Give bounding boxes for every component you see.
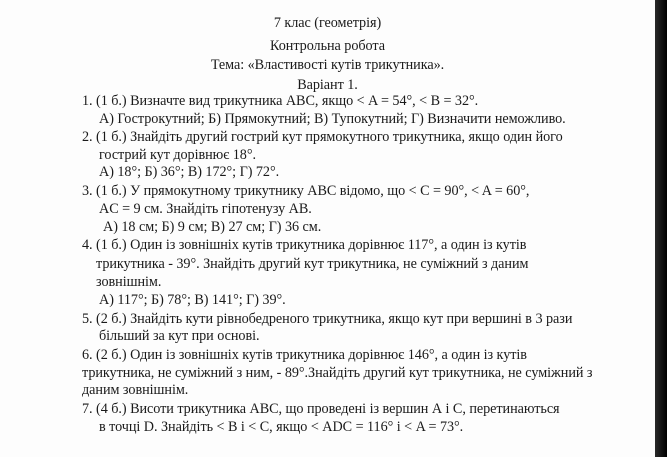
question-3-text: 3. (1 б.) У прямокутному трикутнику АВС відомо, що < C = 90°, < A = 60°,	[82, 183, 530, 199]
question-1-options: А) Гострокутний; Б) Прямокутний; В) Тупокутний; Г) Визначити неможливо.	[99, 111, 566, 127]
question-7-text-cont: в точці D. Знайдіть < B і < C, якщо < ADC = 116° і < A = 73°.	[99, 419, 464, 435]
question-3-text-cont: AC = 9 см. Знайдіть гіпотенузу АВ.	[99, 201, 312, 217]
question-4-text-cont2: зовнішнім.	[96, 274, 162, 290]
class-line: 7 клас (геометрія)	[273, 15, 382, 31]
question-2-text: 2. (1 б.) Знайдіть другий гострий кут прямокутного трикутника, якщо один його	[82, 129, 563, 145]
question-4-options: А) 117°; Б) 78°; В) 141°; Г) 39°.	[99, 292, 286, 308]
question-5-text: 5. (2 б.) Знайдіть кути рівнобедреного трикутника, якщо кут при вершині в 3 рази	[82, 311, 573, 327]
dark-edge	[655, 0, 667, 457]
question-4-text-cont: трикутника - 39°. Знайдіть другий кут трикутника, не суміжний з даним	[96, 256, 529, 272]
question-2-text-cont: гострий кут дорівнює 18°.	[99, 147, 256, 163]
question-6-text-cont2: даним зовнішнім.	[82, 382, 189, 398]
question-4-text: 4. (1 б.) Один із зовнішніх кутів трикутника дорівнює 117°, а один із кутів	[82, 237, 527, 253]
question-7-text: 7. (4 б.) Висоти трикутника АВС, що проведені із вершин А і С, перетинаються	[82, 401, 560, 417]
variant-line: Варіант 1.	[297, 77, 358, 93]
question-3-options: А) 18 см; Б) 9 см; В) 27 см; Г) 36 см.	[103, 219, 322, 235]
question-1-text: 1. (1 б.) Визначте вид трикутника АВС, якщо < A = 54°, < B = 32°.	[82, 93, 479, 109]
question-5-text-cont: більший за кут при основі.	[99, 328, 260, 344]
test-type: Контрольна робота	[270, 38, 385, 54]
question-6-text-cont: трикутника, не суміжний з ним, - 89°.Знайдіть другий кут трикутника, не суміжний з	[82, 365, 593, 381]
question-6-text: 6. (2 б.) Один із зовнішніх кутів трикутника дорівнює 146°, а один із кутів	[82, 347, 527, 363]
topic-line: Тема: «Властивості кутів трикутника».	[210, 57, 445, 73]
question-2-options: А) 18°; Б) 36°; В) 172°; Г) 72°.	[99, 164, 280, 180]
